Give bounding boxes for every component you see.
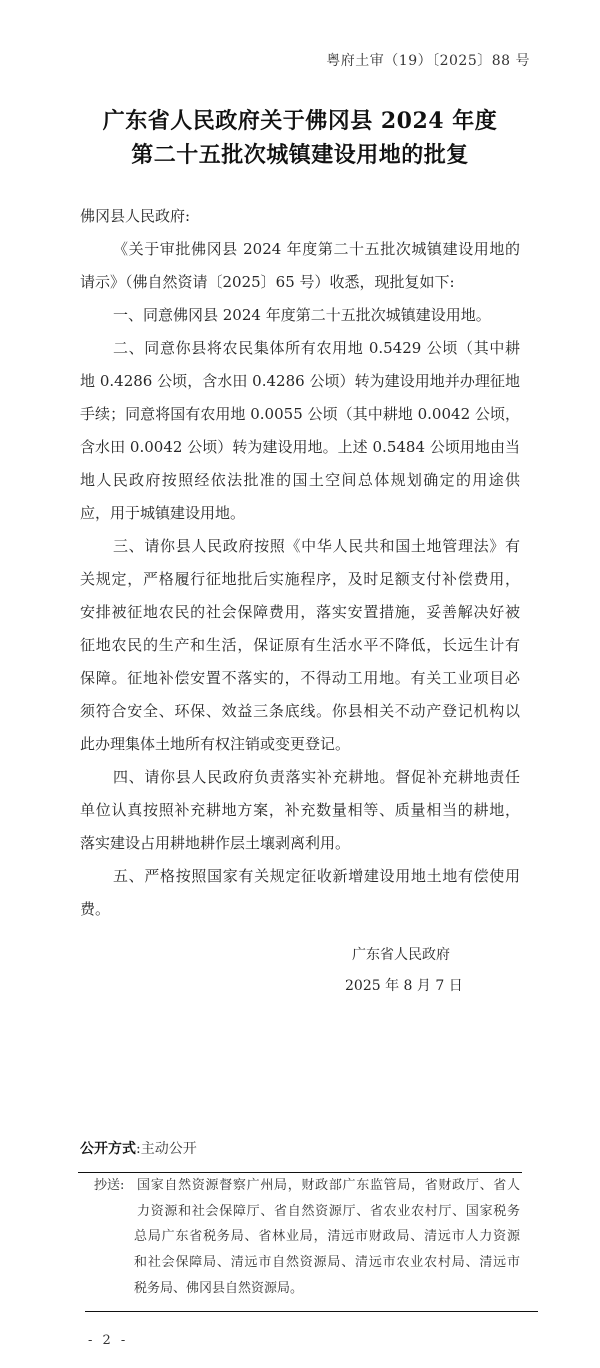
cc-line: 税务局、佛冈县自然资源局。 [134,1281,304,1296]
addressee: 佛冈县人民政府: [80,207,191,225]
paragraph-line: 保障。征地补偿安置不落实的，不得动工用地。有关工业项目必 [80,669,520,687]
divider-bottom [85,1311,538,1312]
paragraph-line: 地 0.4286 公顷，含水田 0.4286 公顷）转为建设用地并办理征地 [80,372,520,390]
publish-method-separator: : [136,1141,141,1157]
paragraph-line: 须符合安全、环保、效益三条底线。你县相关不动产登记机构以 [80,702,520,720]
cc-line: 总局广东省税务局、省林业局，清远市财政局、清远市人力资源 [134,1229,520,1244]
publish-method-label: 公开方式 [80,1141,136,1157]
paragraph-line: 落实建设占用耕地耕作层土壤剥离利用。 [80,834,351,852]
document-title-line-1: 广东省人民政府关于佛冈县 2024 年度 [102,108,498,134]
issue-date: 2025 年 8 月 7 日 [345,978,463,994]
paragraph-line: 三、请你县人民政府按照《中华人民共和国土地管理法》有 [113,537,520,555]
divider-top [78,1172,522,1173]
cc-line: 和社会保障局、清远市自然资源局、清远市农业农村局、清远市 [134,1255,520,1270]
document-title-line-2: 第二十五批次城镇建设用地的批复 [131,142,469,168]
paragraph-line: 一、同意佛冈县 2024 年度第二十五批次城镇建设用地。 [113,306,491,324]
paragraph-line: 四、请你县人民政府负责落实补充耕地。督促补充耕地责任 [113,768,520,786]
paragraph-line: 应，用于城镇建设用地。 [80,504,246,522]
cc-line: 力资源和社会保障厅、省自然资源厅、省农业农村厅、国家税务 [137,1204,520,1219]
publish-method-value: 主动公开 [140,1141,197,1157]
paragraph-line: 请示》（佛自然资请〔2025〕65 号）收悉，现批复如下: [80,273,455,291]
paragraph-line: 五、严格按照国家有关规定征收新增建设用地土地有偿使用 [113,867,520,885]
paragraph-line: 《关于审批佛冈县 2024 年度第二十五批次城镇建设用地的 [113,240,520,258]
paragraph-line: 安排被征地农民的社会保障费用，落实安置措施，妥善解决好被 [80,603,520,621]
document-number: 粤府土审（19）〔2025〕88 号 [326,53,530,69]
paragraph-line: 手续；同意将国有农用地 0.0055 公顷（其中耕地 0.0042 公顷， [80,405,520,423]
cc-label: 抄送: [94,1178,125,1193]
page-number: - 2 - [88,1333,129,1348]
paragraph-line: 单位认真按照补充耕地方案，补充数量相等、质量相当的耕地， [80,801,520,819]
paragraph-line: 含水田 0.0042 公顷）转为建设用地。上述 0.5484 公顷用地由当 [80,438,520,456]
paragraph-line: 征地农民的生产和生活，保证原有生活水平不降低，长远生计有 [80,636,520,654]
paragraph-line: 二、同意你县将农民集体所有农用地 0.5429 公顷（其中耕 [113,339,520,357]
cc-line: 国家自然资源督察广州局，财政部广东监管局，省财政厅、省人 [137,1178,520,1193]
paragraph-line: 费。 [80,900,111,918]
paragraph-line: 关规定，严格履行征地批后实施程序，及时足额支付补偿费用， [80,570,520,588]
paragraph-line: 此办理集体土地所有权注销或变更登记。 [80,735,351,753]
paragraph-line: 地人民政府按照经依法批准的国土空间总体规划确定的用途供 [80,471,520,489]
issuer-name: 广东省人民政府 [352,947,450,963]
publish-method [80,1138,197,1158]
